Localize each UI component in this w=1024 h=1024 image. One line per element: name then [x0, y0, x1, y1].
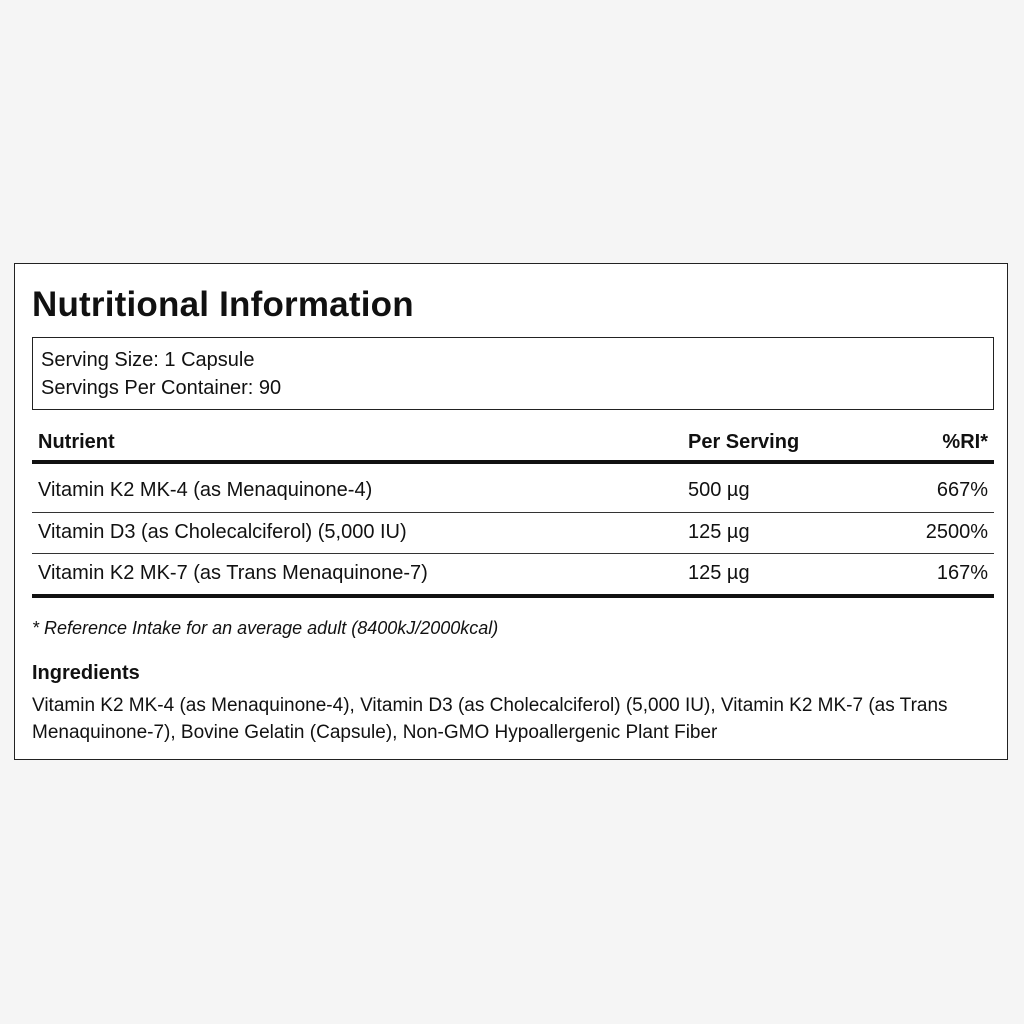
header-per-serving: Per Serving	[682, 424, 887, 462]
table-row	[32, 553, 994, 596]
table-row	[32, 512, 994, 553]
servings-per-container: Servings Per Container: 90	[41, 377, 282, 399]
nutrient-ri: 667%	[887, 462, 994, 512]
nutrient-ri: 167%	[887, 553, 994, 596]
header-nutrient: Nutrient	[32, 424, 682, 462]
table-header-row	[32, 424, 994, 462]
nutrient-ri: 2500%	[887, 512, 994, 553]
nutrient-amount: 125 µg	[682, 553, 887, 596]
nutrient-amount: 125 µg	[682, 512, 887, 553]
nutrition-panel	[14, 263, 1008, 760]
nutrient-name: Vitamin D3 (as Cholecalciferol) (5,000 IU)	[32, 512, 682, 553]
reference-intake-footnote: * Reference Intake for an average adult (8400kJ/2000kcal)	[32, 618, 499, 638]
ingredients-heading: Ingredients	[32, 662, 140, 684]
table-row	[32, 462, 994, 512]
ingredients-text: Vitamin K2 MK-4 (as Menaquinone-4), Vitamin D3 (as Cholecalciferol) (5,000 IU), Vitamin K2 MK-7 (as Trans Menaquinone-7), Bovine Gelatin (Capsule), Non-GMO Hypoallergenic Plant Fiber	[32, 695, 948, 743]
nutrient-name: Vitamin K2 MK-4 (as Menaquinone-4)	[32, 462, 682, 512]
panel-title: Nutritional Information	[32, 285, 414, 324]
nutrient-amount: 500 µg	[682, 462, 887, 512]
header-ri: %RI*	[887, 424, 994, 462]
nutrient-table	[32, 424, 994, 598]
nutrient-name: Vitamin K2 MK-7 (as Trans Menaquinone-7)	[32, 553, 682, 596]
serving-size: Serving Size: 1 Capsule	[41, 349, 255, 371]
serving-info-box	[32, 337, 994, 410]
